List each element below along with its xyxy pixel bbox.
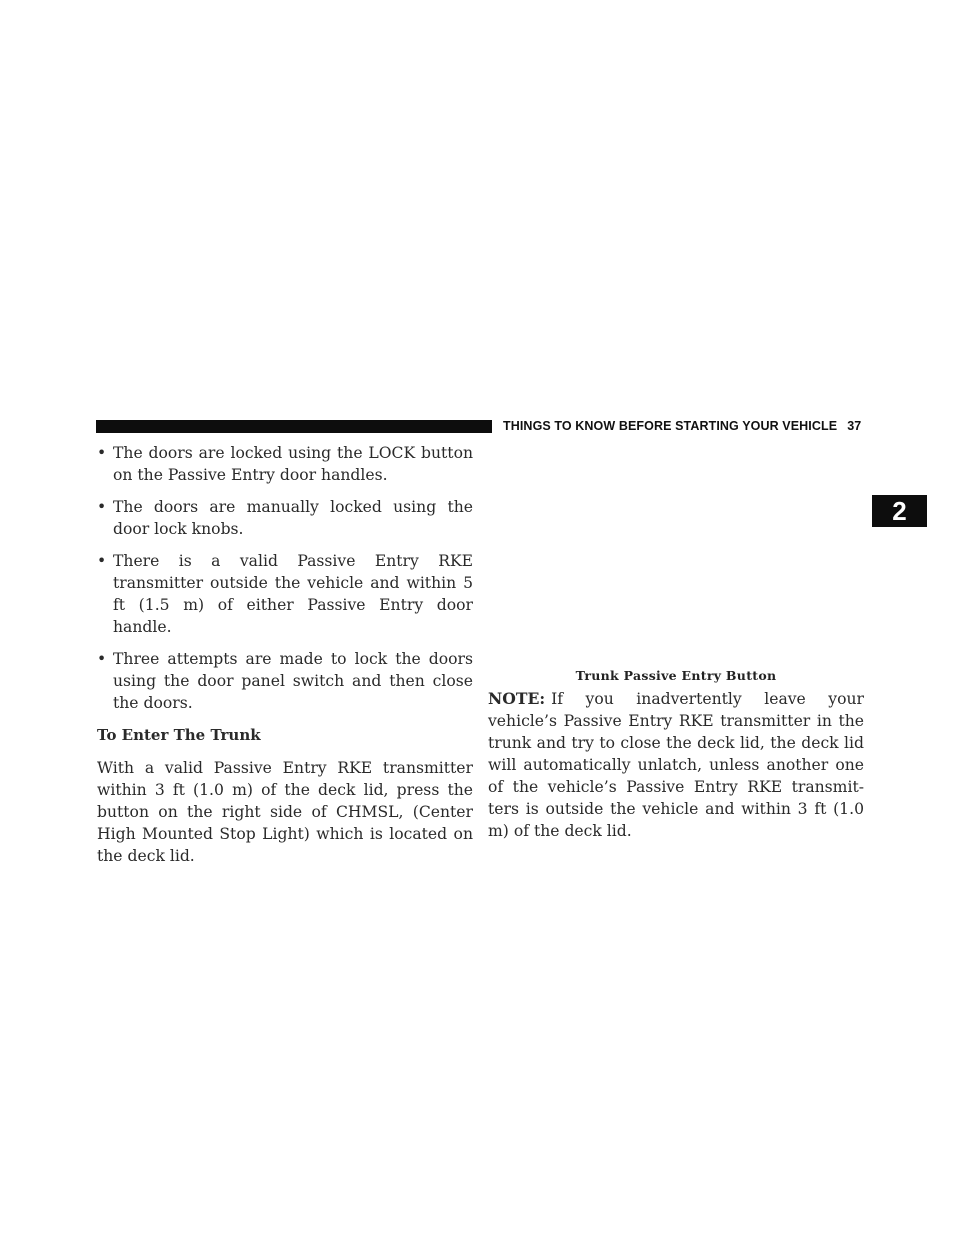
list-item: • The doors are locked using the LOCK button on the Passive Entry door handles. <box>97 444 473 484</box>
bullet-list <box>97 442 473 714</box>
note-text: If you inadvertently leave your vehicle’s Passive Entry RKE transmitter in the trunk and try to close the deck lid, the deck lid will automatically unlatch, unless another one of the vehicle’s Passive Entry RKE transmit-ters is outside the vehicle and within 3 ft (1.0 m) of the deck lid. <box>488 690 864 840</box>
note-label: NOTE: <box>488 689 546 708</box>
bullet-icon: • <box>97 498 107 516</box>
bullet-icon: • <box>97 552 107 570</box>
figure-caption: Trunk Passive Entry Button <box>575 668 777 683</box>
figure-placeholder <box>488 442 864 662</box>
list-item: • There is a valid Passive Entry RKE transmitter outside the vehicle and within 5 ft (1.5 m) of either Passive Entry door handle. <box>97 552 473 636</box>
list-item: • The doors are manually locked using the door lock knobs. <box>97 498 473 538</box>
running-header <box>503 419 861 433</box>
header-rule <box>96 420 492 433</box>
list-item: • Three attempts are made to lock the doors using the door panel switch and then close the doors. <box>97 650 473 712</box>
bullet-icon: • <box>97 650 107 668</box>
note-paragraph <box>488 688 864 842</box>
bullet-icon: • <box>97 444 107 462</box>
chapter-tab: 2 <box>872 495 927 527</box>
page-number: 37 <box>847 419 862 433</box>
body-paragraph: With a valid Passive Entry RKE transmitter within 3 ft (1.0 m) of the deck lid, press the button on the right side of CHMSL, (Center High Mounted Stop Light) which is located on the deck lid. <box>97 759 473 865</box>
section-heading: To Enter The Trunk <box>97 726 261 744</box>
right-column <box>488 688 864 842</box>
header-title: THINGS TO KNOW BEFORE STARTING YOUR VEHICLE <box>503 419 838 433</box>
left-column <box>97 442 473 867</box>
